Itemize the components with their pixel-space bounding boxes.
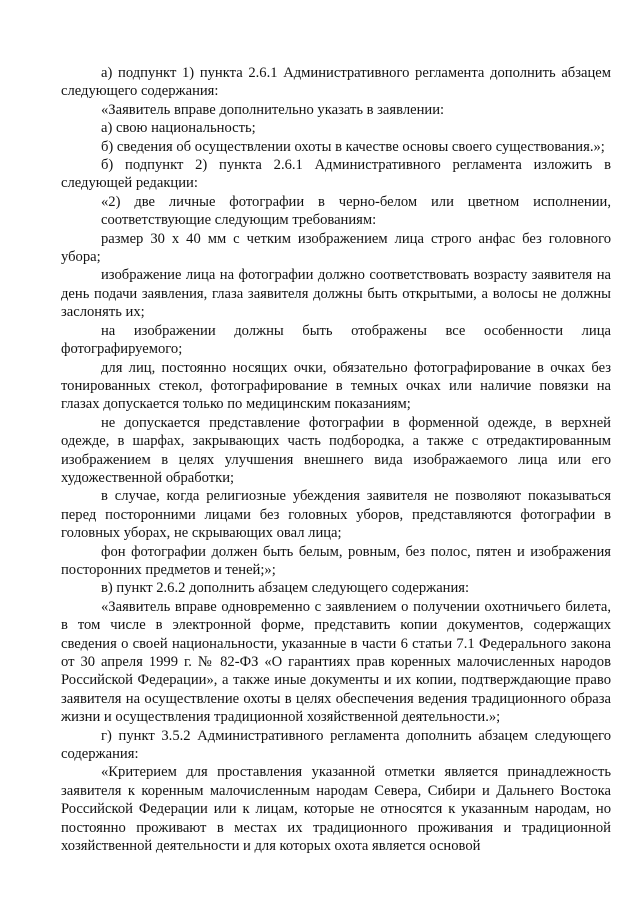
list-item: а) свою национальность; <box>101 120 256 137</box>
requirement-paragraph: на изображении должны быть отображены все особенности лица фотографируемого; <box>61 322 611 358</box>
requirement-paragraph: размер 30 х 40 мм с четким изображением лица строго анфас без головного убора; <box>61 230 611 266</box>
requirement-paragraph: для лиц, постоянно носящих очки, обязательно фотографирование в очках без тонированных стекол, фотографирование в темных очках или наличие повязки на глазах допускается только по медицинским показаниям; <box>61 359 611 413</box>
quoted-paragraph: «Заявитель вправе дополнительно указать в заявлении: <box>101 101 445 118</box>
paragraph-item-c: в) пункт 2.6.2 дополнить абзацем следующего содержания: <box>101 580 470 597</box>
paragraph-item-b: б) подпункт 2) пункта 2.6.1 Административного регламента изложить в следующей редакции: <box>61 157 611 192</box>
document-body <box>61 64 611 855</box>
list-item: б) сведения об осуществлении охоты в качестве основы своего существования.»; <box>101 138 605 155</box>
requirement-paragraph: фон фотографии должен быть белым, ровным, без полос, пятен и изображения посторонних предметов и теней;»; <box>61 543 611 578</box>
quoted-paragraph: «Критерием для проставления указанной отметки является принадлежность заявителя к коренным малочисленным народам Севера, Сибири и Дальнего Востока Российской Федерации или к лицам, которые не относятся к указанным народам, но постоянно проживают в местах их традиционного проживания и традиционной хозяйственной деятельности и для которых охота является основой <box>61 764 611 855</box>
requirement-paragraph: не допускается представление фотографии в форменной одежде, в верхней одежде, в шарфах, закрывающих часть подбородка, а также с отредактированным изображением в целях улучшения внешнего вида изображаемого лица или его художественной обработки; <box>61 414 611 486</box>
quoted-paragraph: «Заявитель вправе одновременно с заявлением о получении охотничьего билета, в том числе в электронной форме, представить копии документов, содержащих сведения о своей национальности, указанные в части 6 статьи 7.1 Федерального закона от 30 апреля 1999 г. № 82-ФЗ «О гарантиях прав коренных малочисленных народов Российской Федерации», а также иные документы и их копии, подтверждающие право заявителя на осуществление охоты в целях обеспечения ведения традиционного образа жизни и осуществления традиционной хозяйственной деятельности.»; <box>61 598 611 726</box>
requirement-paragraph: изображение лица на фотографии должно соответствовать возрасту заявителя на день подачи заявления, глаза заявителя должны быть открытыми, а волосы не должны заслонять их; <box>61 267 611 321</box>
requirement-paragraph: в случае, когда религиозные убеждения заявителя не позволяют показываться перед посторонними лицами без головных уборов, представляются фотографии в головных уборах, не скрывающих овал лица; <box>61 488 611 542</box>
paragraph-item-d: г) пункт 3.5.2 Административного регламента дополнить абзацем следующего содержания: <box>61 727 611 763</box>
quoted-paragraph: «2) две личные фотографии в черно-белом или цветном исполнении, соответствующие следующим требованиям: <box>101 193 611 229</box>
paragraph-item-a: а) подпункт 1) пункта 2.6.1 Административного регламента дополнить абзацем следующего содержания: <box>61 65 611 100</box>
